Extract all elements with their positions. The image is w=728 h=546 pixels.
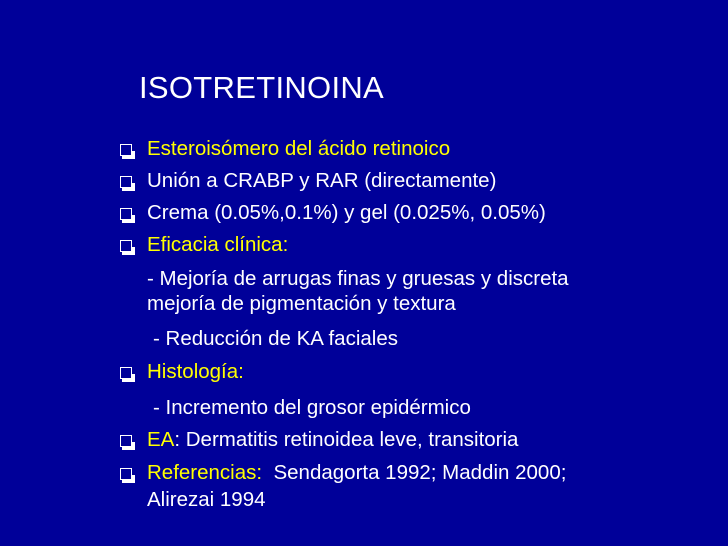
square-bullet-icon xyxy=(120,468,132,480)
square-bullet-icon xyxy=(120,176,132,188)
sub-line-eficacia-1: - Mejoría de arrugas finas y gruesas y discreta xyxy=(147,267,569,290)
bullet-label: EA xyxy=(147,428,175,451)
bullet-item-histologia xyxy=(147,358,244,386)
sub-line-referencias-2: Alirezai 1994 xyxy=(147,488,266,511)
slide-title: ISOTRETINOINA xyxy=(139,70,385,105)
bullet-item-esteroisomero xyxy=(147,135,450,163)
bullet-text: Unión a CRABP y RAR (directamente) xyxy=(147,169,497,192)
square-bullet-icon xyxy=(120,367,132,379)
square-bullet-icon xyxy=(120,208,132,220)
bullet-label: Histología: xyxy=(147,360,244,383)
square-bullet-icon xyxy=(120,240,132,252)
bullet-text: : Dermatitis retinoidea leve, transitoria xyxy=(174,428,519,451)
bullet-item-referencias xyxy=(147,459,566,487)
bullet-label: Referencias: xyxy=(147,461,263,484)
sub-line-eficacia-2: mejoría de pigmentación y textura xyxy=(147,292,456,315)
square-bullet-icon xyxy=(120,144,132,156)
square-bullet-icon xyxy=(120,435,132,447)
bullet-text: Crema (0.05%,0.1%) y gel (0.025%, 0.05%) xyxy=(147,201,546,224)
bullet-label: Eficacia clínica: xyxy=(147,233,289,256)
bullet-label: Esteroisómero del ácido retinoico xyxy=(147,137,451,160)
sub-line-eficacia-3: - Reducción de KA faciales xyxy=(153,327,398,350)
bullet-item-ea xyxy=(147,426,518,454)
sub-line-histologia-1: - Incremento del grosor epidérmico xyxy=(153,396,471,419)
bullet-item-eficacia xyxy=(147,231,288,259)
bullet-item-crema xyxy=(147,199,546,227)
bullet-text: Sendagorta 1992; Maddin 2000; xyxy=(262,461,567,484)
bullet-item-union xyxy=(147,167,496,195)
